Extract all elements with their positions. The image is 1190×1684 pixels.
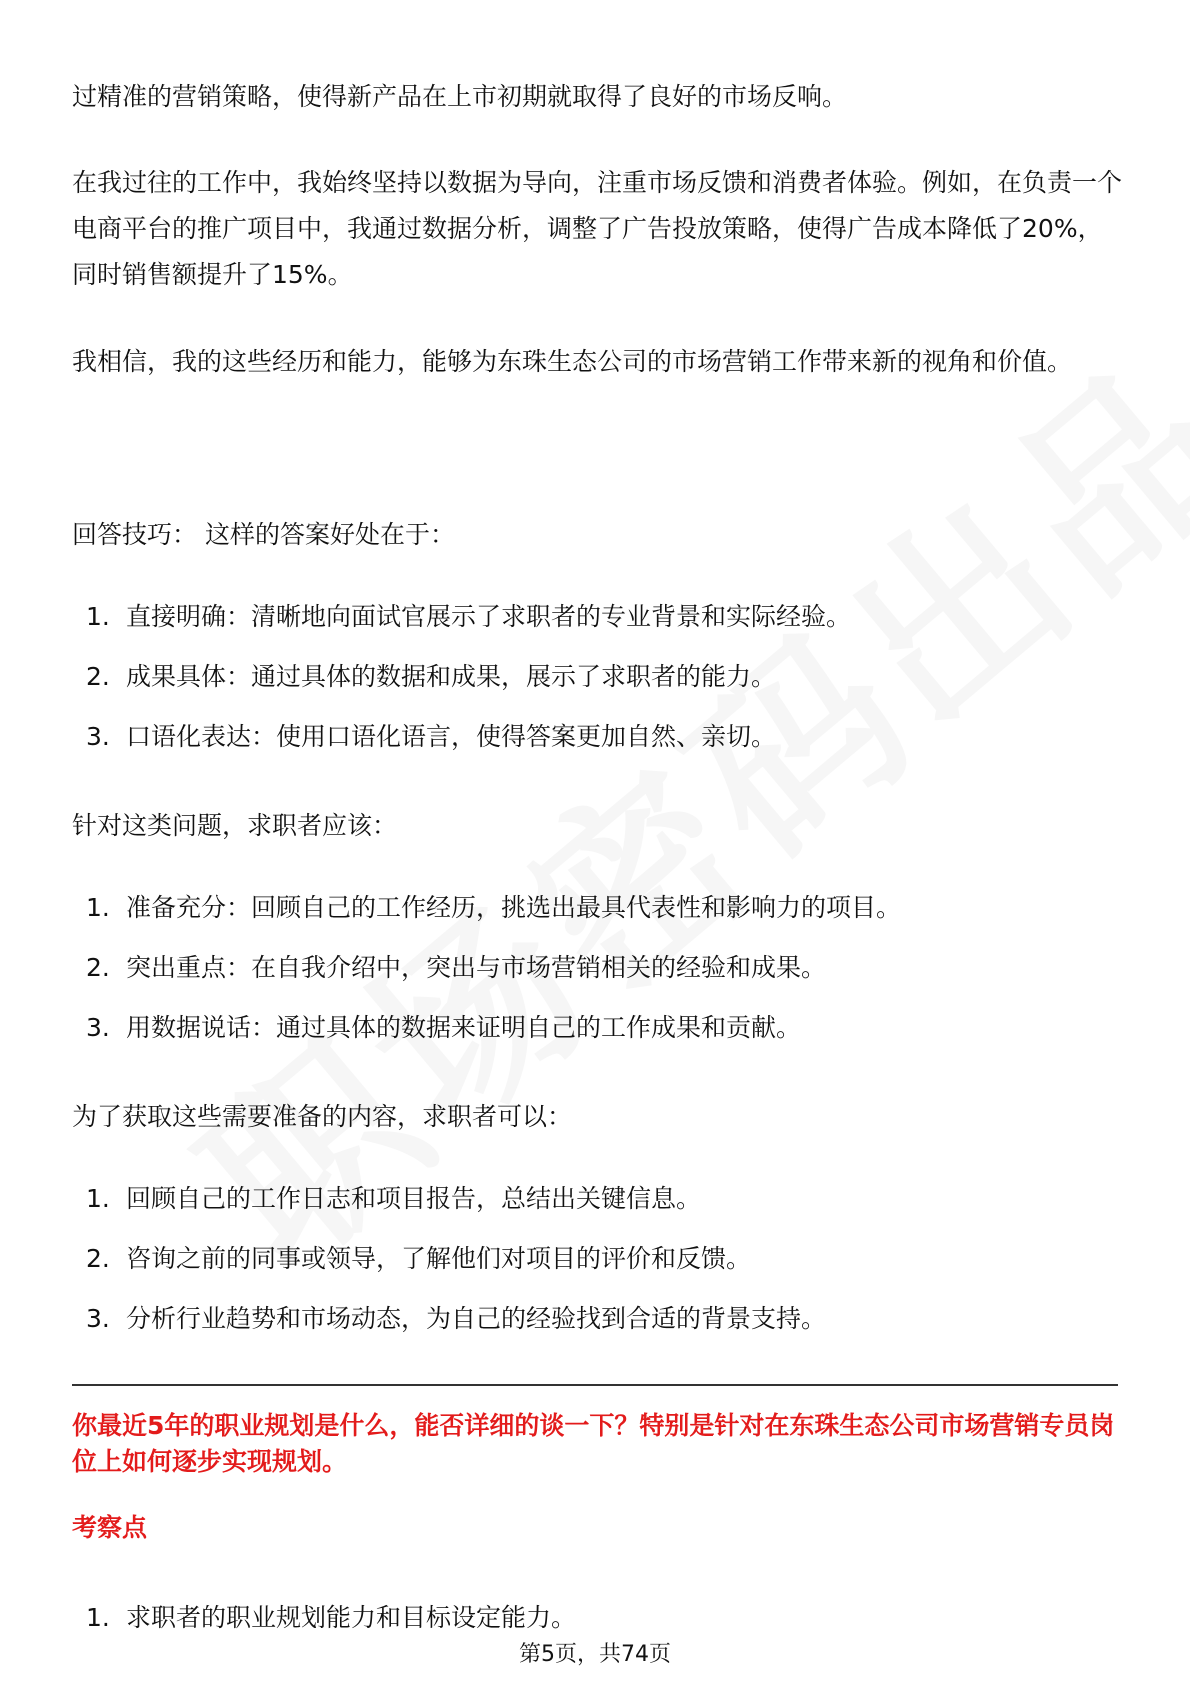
- list-number: 3.: [86, 1013, 110, 1042]
- paragraph-data-driven: 在我过往的工作中，我始终坚持以数据为导向，注重市场反馈和消费者体验。例如，在负责一个电商平台的推广项目中，我通过数据分析，调整了广告投放策略，使得广告成本降低了20%，同时销售额提升了15%。: [72, 168, 1123, 289]
- list-text: 回顾自己的工作日志和项目报告，总结出关键信息。: [126, 1184, 702, 1213]
- list-item: [86, 722, 1116, 782]
- list-number: 1.: [86, 1603, 110, 1632]
- list-number: 3.: [86, 722, 110, 751]
- preparation-list: [86, 1184, 1116, 1364]
- list-item: [86, 1244, 1116, 1304]
- list-number: 2.: [86, 1244, 110, 1273]
- page-footer: 第5页，共74页: [519, 1642, 671, 1667]
- list-text: 口语化表达：使用口语化语言，使得答案更加自然、亲切。: [126, 722, 777, 751]
- should-do-list: [86, 893, 1116, 1073]
- list-number: 1.: [86, 602, 110, 631]
- list-item: [86, 1184, 1116, 1244]
- answer-benefits-list: [86, 602, 1116, 782]
- list-item: [86, 953, 1116, 1013]
- list-number: 2.: [86, 953, 110, 982]
- list-text: 突出重点：在自我介绍中，突出与市场营销相关的经验和成果。: [126, 953, 827, 982]
- list-text: 成果具体：通过具体的数据和成果，展示了求职者的能力。: [126, 662, 777, 691]
- list-item: [86, 662, 1116, 722]
- list-number: 1.: [86, 893, 110, 922]
- list-number: 3.: [86, 1304, 110, 1333]
- list-item: [86, 602, 1116, 662]
- list-text: 求职者的职业规划能力和目标设定能力。: [126, 1603, 577, 1632]
- list-text: 分析行业趋势和市场动态，为自己的经验找到合适的背景支持。: [126, 1304, 827, 1333]
- paragraph-should-do: 针对这类问题，求职者应该：: [72, 811, 398, 840]
- list-number: 2.: [86, 662, 110, 691]
- list-text: 用数据说话：通过具体的数据来证明自己的工作成果和贡献。: [126, 1013, 802, 1042]
- list-text: 直接明确：清晰地向面试官展示了求职者的专业背景和实际经验。: [126, 602, 852, 631]
- section-divider: [72, 1384, 1118, 1386]
- list-text: 准备充分：回顾自己的工作经历，挑选出最具代表性和影响力的项目。: [126, 893, 902, 922]
- list-item: [86, 1013, 1116, 1073]
- list-item: [86, 1304, 1116, 1364]
- section-title-assessment-points: 考察点: [72, 1513, 148, 1542]
- interview-question: 你最近5年的职业规划是什么，能否详细的谈一下？特别是针对在东珠生态公司市场营销专员岗位上如何逐步实现规划。: [72, 1411, 1115, 1476]
- list-number: 1.: [86, 1184, 110, 1213]
- list-text: 咨询之前的同事或领导，了解他们对项目的评价和反馈。: [126, 1244, 752, 1273]
- paragraph-answer-tips: 回答技巧： 这样的答案好处在于：: [72, 520, 455, 549]
- paragraph-preparation: 为了获取这些需要准备的内容，求职者可以：: [72, 1102, 573, 1131]
- paragraph-marketing-result: 过精准的营销策略，使得新产品在上市初期就取得了良好的市场反响。: [72, 82, 848, 111]
- list-item: [86, 893, 1116, 953]
- paragraph-belief: 我相信，我的这些经历和能力，能够为东珠生态公司的市场营销工作带来新的视角和价值。: [72, 347, 1073, 376]
